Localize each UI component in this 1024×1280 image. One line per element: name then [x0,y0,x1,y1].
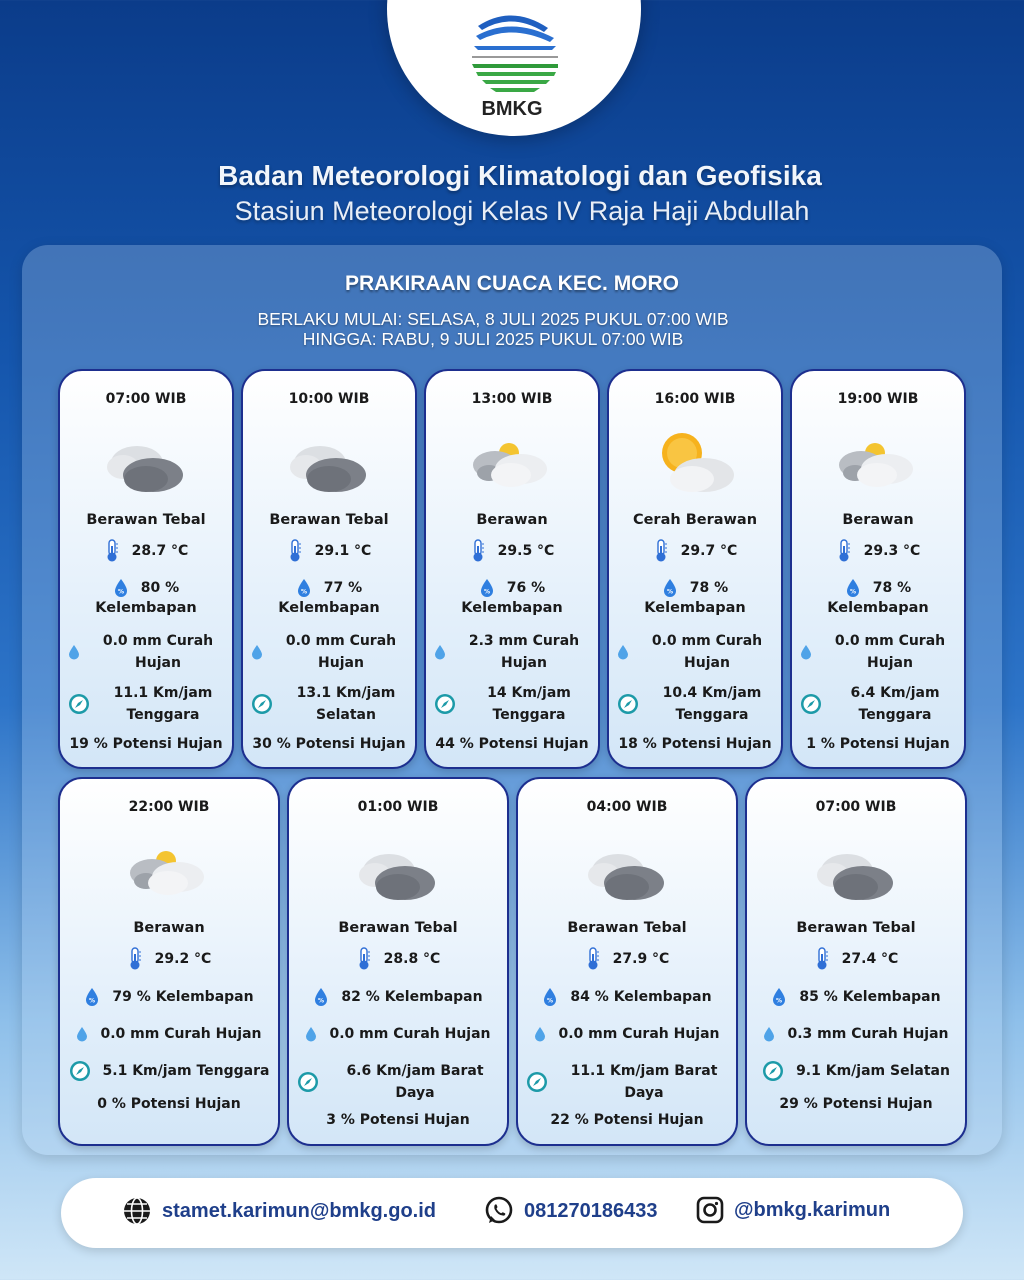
wind-value: 10.4 Km/jam Tenggara [662,685,762,723]
rainfall-value: 0.0 mm Curah Hujan [102,633,214,671]
humidity-value [507,577,545,599]
humidity-value [112,986,253,1008]
card-row [68,947,270,971]
humidity-icon [479,578,495,598]
rain-drop-icon [800,644,812,660]
wind-compass-icon [434,693,456,715]
email-contact[interactable] [122,1196,436,1226]
wind-compass-icon [69,1060,91,1082]
card-row [68,577,224,599]
temperature-value: 28.7 °C [131,543,189,559]
card-row-text [799,986,940,1008]
humidity-percent: 78 % [689,580,729,596]
thermometer-icon [653,539,669,563]
svg-text:%: % [89,997,96,1005]
card-row-text [315,540,372,562]
card-row-text [507,577,545,599]
thermometer-icon [127,947,143,971]
card-row [68,986,270,1008]
card-row [68,539,224,563]
card-row-text [331,1060,499,1104]
email-text: stamet.karimun@bmkg.go.id [162,1199,436,1222]
forecast-card [790,369,966,769]
card-row [800,577,956,599]
card-row [800,682,956,726]
phone-contact[interactable] [484,1196,657,1226]
card-row-text [100,1023,261,1045]
humidity-value [570,986,711,1008]
card-row-text [796,1060,950,1082]
rain-drop-icon [434,644,446,660]
cloudy-icon [124,837,214,907]
card-row [434,577,590,599]
card-row-text [613,948,670,970]
svg-text:%: % [300,588,307,596]
wind-value: 13.1 Km/jam Selatan [296,685,396,723]
thermometer-icon [104,539,120,563]
card-row [251,577,407,599]
thermometer-icon [814,947,830,971]
forecast-card [241,369,417,769]
card-row [800,539,956,563]
humidity-label: Kelembapan [155,989,254,1005]
card-row-text [468,682,590,726]
humidity-icon [313,987,329,1007]
overcast-cloud-icon [582,837,672,907]
humidity-label: Kelembapan [384,989,483,1005]
thermometer-icon [356,947,372,971]
card-row [617,630,773,674]
rain-drop-icon [251,644,263,660]
rainfall-value: 2.3 mm Curah Hujan [468,633,580,671]
thermometer-icon [585,947,601,971]
card-row-text [458,630,590,674]
bmkg-logo-icon [462,6,562,98]
card-row-text [651,682,773,726]
rain-drop-icon [305,1026,317,1042]
forecast-time: 19:00 WIB [837,391,919,407]
humidity-percent: 80 % [140,580,180,596]
card-row-text [341,986,482,1008]
thermometer-icon [653,539,669,563]
org-title: Badan Meteorologi Klimatologi dan Geofisika [218,160,822,191]
rainfall-value: 0.0 mm Curah Hujan [100,1026,262,1042]
wind-compass-icon [617,693,639,715]
temperature-value: 29.5 °C [497,543,555,559]
card-row-text [560,1060,728,1104]
globe-icon [122,1196,152,1226]
humidity-percent: 76 % [506,580,546,596]
humidity-label: Kelembapan [827,600,929,616]
wind-compass-icon [617,693,639,715]
wind-value: 5.1 Km/jam Tenggara [102,1063,270,1079]
card-row [800,630,956,674]
card-row [755,947,957,971]
humidity-icon [479,578,495,598]
card-row [526,1060,728,1104]
forecast-card [287,777,509,1146]
humidity-label: Kelembapan [95,600,197,616]
card-row [251,682,407,726]
humidity-percent: 77 % [323,580,363,596]
humidity-icon [84,987,100,1007]
cloudy-icon [467,429,557,499]
humidity-icon [296,578,312,598]
humidity-label: Kelembapan [461,600,563,616]
rain-potential: 44 % Potensi Hujan [435,736,589,752]
svg-text:%: % [483,588,490,596]
wind-compass-icon [69,1060,91,1082]
wind-compass-icon [68,693,90,715]
wind-value: 11.1 Km/jam Barat Daya [570,1063,718,1101]
forecast-time: 01:00 WIB [357,799,439,815]
thermometer-icon [287,539,303,563]
logo-text: BMKG [481,98,543,120]
phone-text: 081270186433 [524,1199,658,1222]
humidity-icon [296,578,312,598]
humidity-icon [113,578,129,598]
rainfall-value: 0.0 mm Curah Hujan [834,633,946,671]
humidity-percent: 85 % [799,989,838,1005]
humidity-value [141,577,179,599]
card-row [251,630,407,674]
card-row-text [498,540,555,562]
humidity-value [341,986,482,1008]
wind-compass-icon [297,1071,319,1093]
thermometer-icon [836,539,852,563]
card-row-text [864,540,921,562]
weather-condition: Berawan [476,512,548,528]
thermometer-icon [356,947,372,971]
org-subtitle: Stasiun Meteorologi Kelas IV Raja Haji Abdullah [234,196,810,226]
card-row-text [103,1060,270,1082]
rain-potential: 19 % Potensi Hujan [69,736,223,752]
forecast-title: PRAKIRAAN CUACA KEC. MORO [344,272,680,295]
humidity-icon [662,578,678,598]
temperature-value: 29.3 °C [863,543,921,559]
instagram-contact[interactable] [696,1196,890,1224]
temperature-value: 27.9 °C [612,951,670,967]
rain-drop-icon [68,644,80,660]
rainfall-value: 0.0 mm Curah Hujan [329,1026,491,1042]
overcast-cloud-icon [811,837,901,907]
card-row [526,1023,728,1045]
humidity-icon [542,987,558,1007]
rain-drop-icon [763,1026,775,1042]
weather-condition: Cerah Berawan [632,512,758,528]
card-row-text [681,540,738,562]
instagram-icon [696,1196,724,1224]
humidity-icon [771,987,787,1007]
card-row-text [275,630,407,674]
svg-text:%: % [117,588,124,596]
forecast-card [516,777,738,1146]
overcast-cloud-icon [101,429,191,499]
overcast-cloud-icon [284,429,374,499]
humidity-percent: 82 % [341,989,380,1005]
forecast-card [607,369,783,769]
wind-compass-icon [68,693,90,715]
svg-text:%: % [849,588,856,596]
rainfall-value: 0.3 mm Curah Hujan [787,1026,949,1042]
weather-condition: Berawan [133,920,205,936]
partly-sunny-icon [650,429,740,499]
forecast-time: 22:00 WIB [128,799,210,815]
card-row-text [141,577,179,599]
humidity-value [873,577,911,599]
wind-compass-icon [251,693,273,715]
rain-drop-icon [534,1026,546,1042]
forecast-time: 07:00 WIB [105,391,187,407]
card-row-text [787,1023,948,1045]
rain-drop-icon [68,644,80,660]
card-row [68,682,224,726]
humidity-label: Kelembapan [613,989,712,1005]
rain-potential: 0 % Potensi Hujan [97,1096,241,1112]
thermometer-icon [814,947,830,971]
humidity-value [690,577,728,599]
card-row [434,682,590,726]
card-row [68,1023,270,1045]
card-row-text [155,948,212,970]
weather-condition: Berawan Tebal [269,512,389,528]
humidity-icon [662,578,678,598]
instagram-text: @bmkg.karimun [734,1198,891,1221]
card-row-text [690,577,728,599]
rain-drop-icon [617,644,629,660]
card-row [68,630,224,674]
rain-drop-icon [800,644,812,660]
card-row-text [842,948,899,970]
weather-condition: Berawan Tebal [567,920,687,936]
humidity-value [324,577,362,599]
rain-potential: 18 % Potensi Hujan [618,736,772,752]
card-row [297,986,499,1008]
humidity-label: Kelembapan [278,600,380,616]
rain-drop-icon [534,1026,546,1042]
wind-compass-icon [297,1071,319,1093]
card-row-text [384,948,441,970]
wind-compass-icon [800,693,822,715]
card-row [617,539,773,563]
rain-drop-icon [76,1026,88,1042]
wind-value: 6.4 Km/jam Tenggara [850,685,940,723]
card-row [434,630,590,674]
wind-value: 9.1 Km/jam Selatan [796,1063,950,1079]
rain-potential: 29 % Potensi Hujan [779,1096,933,1112]
card-row-text [132,540,189,562]
card-row-text [873,577,911,599]
card-row-text [324,577,362,599]
thermometer-icon [585,947,601,971]
forecast-validity [0,309,986,349]
thermometer-icon [287,539,303,563]
card-row [297,1060,499,1104]
wind-compass-icon [526,1071,548,1093]
svg-text:%: % [666,588,673,596]
humidity-value [799,986,940,1008]
temperature-value: 29.7 °C [680,543,738,559]
wind-value: 11.1 Km/jam Tenggara [113,685,213,723]
forecast-time: 16:00 WIB [654,391,736,407]
forecast-card [58,777,280,1146]
thermometer-icon [836,539,852,563]
temperature-value: 29.2 °C [154,951,212,967]
card-row [434,539,590,563]
rain-drop-icon [617,644,629,660]
humidity-percent: 84 % [570,989,609,1005]
rain-potential: 1 % Potensi Hujan [806,736,950,752]
thermometer-icon [470,539,486,563]
thermometer-icon [127,947,143,971]
forecast-card [424,369,600,769]
humidity-icon [113,578,129,598]
forecast-time: 07:00 WIB [815,799,897,815]
whatsapp-icon [484,1196,514,1226]
card-row [297,1023,499,1045]
humidity-icon [845,578,861,598]
rainfall-value: 0.0 mm Curah Hujan [558,1026,720,1042]
humidity-icon [313,987,329,1007]
overcast-cloud-icon [353,837,443,907]
cloudy-icon [833,429,923,499]
rain-potential: 3 % Potensi Hujan [326,1112,470,1128]
rain-drop-icon [763,1026,775,1042]
weather-condition: Berawan Tebal [796,920,916,936]
card-row-text [641,630,773,674]
card-row-text [329,1023,490,1045]
card-row [251,539,407,563]
wind-compass-icon [762,1060,784,1082]
temperature-value: 27.4 °C [841,951,899,967]
humidity-label: Kelembapan [842,989,941,1005]
wind-compass-icon [526,1071,548,1093]
wind-compass-icon [251,693,273,715]
wind-value: 6.6 Km/jam Barat Daya [346,1063,484,1101]
forecast-time: 04:00 WIB [586,799,668,815]
valid-from: BERLAKU MULAI: SELASA, 8 JULI 2025 PUKUL 07:00 WIB [257,309,729,329]
card-row-text [112,986,253,1008]
forecast-card [58,369,234,769]
temperature-value: 28.8 °C [383,951,441,967]
rain-potential: 30 % Potensi Hujan [252,736,406,752]
rain-drop-icon [251,644,263,660]
card-row [617,577,773,599]
rain-drop-icon [434,644,446,660]
card-row-text [570,986,711,1008]
thermometer-icon [470,539,486,563]
forecast-time: 13:00 WIB [471,391,553,407]
forecast-time: 10:00 WIB [288,391,370,407]
temperature-value: 29.1 °C [314,543,372,559]
card-row [297,947,499,971]
card-row-text [824,630,956,674]
wind-compass-icon [800,693,822,715]
card-row [755,1023,957,1045]
thermometer-icon [104,539,120,563]
rainfall-value: 0.0 mm Curah Hujan [285,633,397,671]
rain-drop-icon [76,1026,88,1042]
weather-condition: Berawan Tebal [86,512,206,528]
card-row-text [285,682,407,726]
rainfall-value: 0.0 mm Curah Hujan [651,633,763,671]
valid-until: HINGGA: RABU, 9 JULI 2025 PUKUL 07:00 WIB [302,329,684,349]
card-row-text [558,1023,719,1045]
card-row [526,986,728,1008]
card-row-text [834,682,956,726]
card-row [526,947,728,971]
humidity-icon [771,987,787,1007]
card-row [755,1060,957,1082]
card-row-text [92,630,224,674]
humidity-percent: 78 % [872,580,912,596]
humidity-label: Kelembapan [644,600,746,616]
humidity-icon [845,578,861,598]
weather-condition: Berawan [842,512,914,528]
rain-potential: 22 % Potensi Hujan [550,1112,704,1128]
card-row-text [102,682,224,726]
svg-text:%: % [547,997,554,1005]
humidity-icon [84,987,100,1007]
wind-compass-icon [762,1060,784,1082]
rain-drop-icon [305,1026,317,1042]
humidity-icon [542,987,558,1007]
wind-value: 14 Km/jam Tenggara [487,685,571,723]
card-row [617,682,773,726]
wind-compass-icon [434,693,456,715]
forecast-card [745,777,967,1146]
card-row [68,1060,270,1082]
card-row [755,986,957,1008]
svg-text:%: % [318,997,325,1005]
weather-condition: Berawan Tebal [338,920,458,936]
humidity-percent: 79 % [112,989,151,1005]
svg-text:%: % [776,997,783,1005]
